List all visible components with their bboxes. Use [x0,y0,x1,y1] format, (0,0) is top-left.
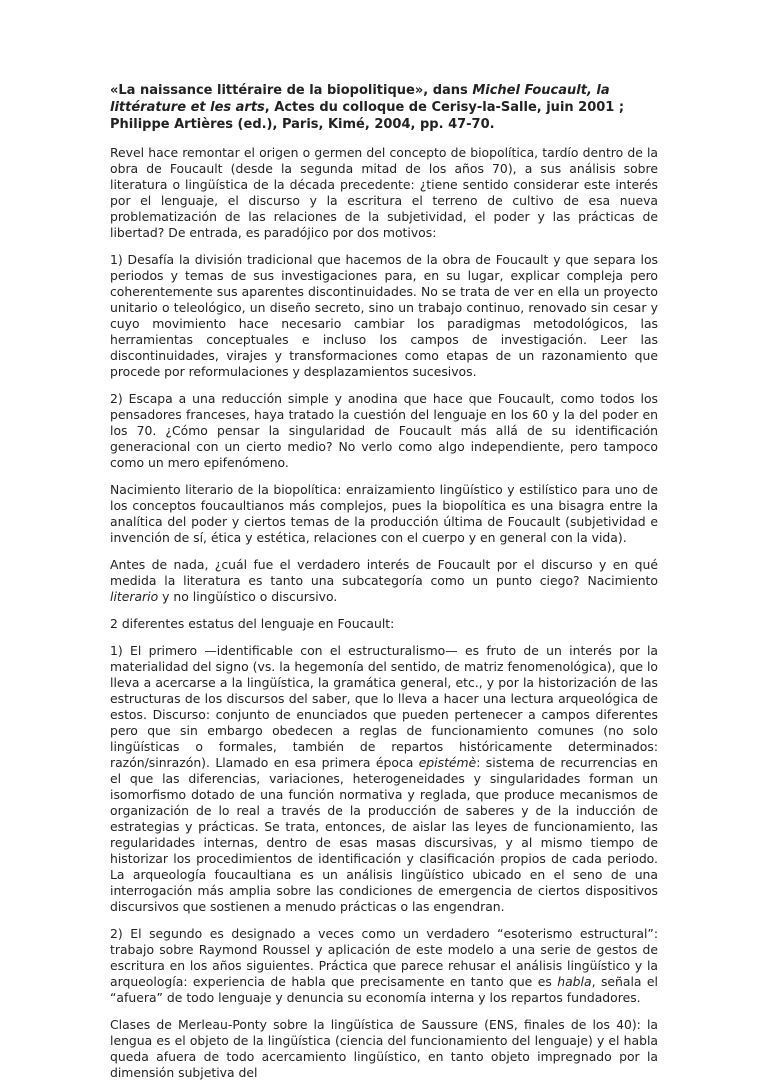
text-run: 1) El primero —identificable con el estructuralismo— es fruto de un interés por la materialidad del signo (vs. la hegemonía del sentido, de matriz fenomenológica), que lo lleva a acercarse a la lingüística, la gramática general, etc., y por la historización de las estructuras de los discursos del saber, que lo lleva a hacer una lectura arqueológica de estos. Discurso: conjunto de enunciados que pueden pertenecer a campos diferentes pero que sin embargo obedecen a reglas de funcionamiento comunes (no solo lingüísticas o formales, también de repartos históricamente determinados: razón/sinrazón). Llamado en esa primera época [110,643,658,770]
text-run: 2) El segundo es designado a veces como un verdadero “esoterismo estructural”: trabajo sobre Raymond Roussel y aplicación de este modelo a una serie de gestos de escritura en los años siguientes. Práctica que parece rehusar el análisis lingüístico y la arqueología: experiencia de habla que precisamente en tanto que es [110,926,658,989]
emphasis-episteme: epistémè [418,755,477,770]
document-page [110,82,658,1092]
paragraph-clases: Clases de Merleau-Ponty sobre la lingüística de Saussure (ENS, finales de los 40): la lengua es el objeto de la lingüística (ciencia del funcionamiento del lenguaje) y el habla queda afuera de todo acercamiento lingüístico, en tanto objeto impregnado por la dimensión subjetiva del [110,1017,658,1080]
citation-part-2: , Actes du colloque de Cerisy-la-Salle, juin 2001 ; Philippe Artières (ed.), Paris, Kimé, 2004, pp. 47-70. [110,100,625,132]
paragraph-nacimiento: Nacimiento literario de la biopolítica: enraizamiento lingüístico y estilístico para uno de los conceptos foucaultianos más complejos, pues la biopolítica es una bisagra entre la analítica del poder y ciertos temas de la producción última de Foucault (subjetividad e invención de sí, ética y estética, relaciones con el cuerpo y en general con la vida). [110,482,658,545]
paragraph-intro: Revel hace remontar el origen o germen del concepto de biopolítica, tardío dentro de la obra de Foucault (desde la segunda mitad de los años 70), a sus análisis sobre literatura o lingüística de la década precedente: ¿tiene sentido considerar este interés por el lenguaje, el discurso y la escritura el terreno de cultivo de esa nueva problematización de las relaciones de la subjetividad, el poder y las prácticas de libertad? De entrada, es paradójico por dos motivos: [110,145,658,240]
book-title: Michel Foucault, la littérature et les arts [110,83,610,115]
paragraph-dos-estatus: 2 diferentes estatus del lenguaje en Foucault: [110,616,395,631]
text-run: , señala el “afuera” de todo lenguaje y denuncia su economía interna y los repartos fundadores. [110,974,658,1005]
paragraph-point-1: 1) Desafía la división tradicional que hacemos de la obra de Foucault y que separa los periodos y temas de sus investigaciones para, en su lugar, explicar compleja pero coherentemente sus aparentes discontinuidades. No se trata de ver en ella un proyecto unitario o teleológico, un diseño secreto, sino un trabajo continuo, renovado sin cesar y cuyo movimiento hace necesario cambiar los paradigmas metodológicos, las herramientas conceptuales e incluso los campos de investigación. Leer las discontinuidades, virajes y transformaciones como etapas de un razonamiento que procede por reformulaciones y desplazamientos sucesivos. [110,252,658,379]
paragraph-primero [110,643,658,915]
text-run: Antes de nada, ¿cuál fue el verdadero interés de Foucault por el discurso y en qué medida la literatura es tanto una subcategoría como un punto ciego? Nacimiento [110,557,658,588]
paragraph-point-2: 2) Escapa a una reducción simple y anodina que hace que Foucault, como todos los pensadores franceses, haya tratado la cuestión del lenguaje en los 60 y la del poder en los 70. ¿Cómo pensar la singularidad de Foucault más allá de su identificación generacional con un cierto medio? No verlo como algo independiente, pero tampoco como un mero epifenómeno. [110,391,658,470]
citation-part-1: «La naissance littéraire de la biopolitique», dans [110,83,473,98]
citation-header [110,82,658,133]
paragraph-antes [110,557,658,605]
text-run: y no lingüístico o discursivo. [158,589,338,604]
paragraph-segundo [110,926,658,1006]
emphasis-literario: literario [110,589,159,604]
emphasis-habla: habla [557,974,592,989]
text-run: : sistema de recurrencias en el que las diferencias, variaciones, heterogeneidades y singularidades forman un isomorfismo dotado de una función normativa y reglada, que produce mecanismos de organización de lo real a través de la producción de saberes y de la inducción de estrategias y prácticas. Se trata, entonces, de aislar las leyes de funcionamiento, las regularidades internas, dentro de esas masas discursivas, y al mismo tiempo de historizar los procedimientos de identificación y clasificación propios de cada periodo. La arqueología foucaultiana es un análisis lingüístico ubicado en el seno de una interrogación más amplia sobre las condiciones de emergencia de ciertos dispositivos discursivos que sostienen a menudo prácticas o las engendran. [110,755,658,914]
